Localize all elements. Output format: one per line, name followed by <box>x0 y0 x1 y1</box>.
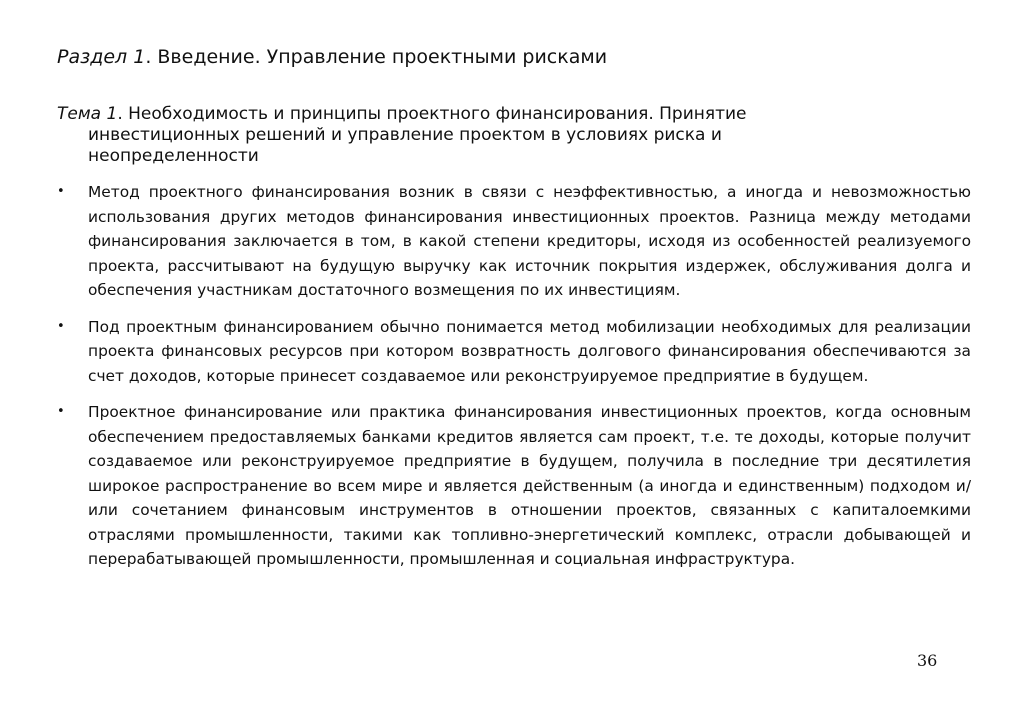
topic-text-1: . Необходимость и принципы проектного финансирования. Принятие <box>117 104 747 124</box>
section-label: Раздел 1 <box>57 46 146 68</box>
paragraph-text: Под проектным финансированием обычно понимается метод мобилизации необходимых для реализации проекта финансовых ресурсов при котором возвратность долгового финансирования обеспечиваются за счет доходов, которые принесет создаваемое или реконструируемое предприятие в будущем. <box>88 317 971 385</box>
topic-heading <box>57 104 977 167</box>
list-item <box>57 180 971 303</box>
bullet-icon: • <box>57 184 65 199</box>
topic-line-2: инвестиционных решений и управление проектом в условиях риска и <box>88 125 722 145</box>
paragraph-text: Метод проектного финансирования возник в связи с неэффективностью, а иногда и невозможностью использования других методов финансирования инвестиционных проектов. Разница между методами финансирования заключается в том, в какой степени кредиторы, исходя из особенностей реализуемого проекта, рассчитывают на будущую выручку как источник покрытия издержек, обслуживания долга и обеспечения участникам достаточного возмещения по их инвестициям. <box>88 183 971 299</box>
list-item <box>57 400 971 572</box>
page-number: 36 <box>917 651 938 670</box>
list-item <box>57 315 971 389</box>
section-title-text: . Введение. Управление проектными рисками <box>145 46 608 68</box>
topic-line-1 <box>57 104 977 125</box>
bullet-list <box>57 180 971 584</box>
topic-label: Тема 1 <box>57 104 118 124</box>
bullet-icon: • <box>57 404 65 419</box>
section-heading <box>57 44 607 70</box>
topic-line-3: неопределенности <box>88 146 259 166</box>
paragraph-text: Проектное финансирование или практика финансирования инвестиционных проектов, когда основным обеспечением предоставляемых банками кредитов является сам проект, т.е. те доходы, которые получит создаваемое или реконструируемое предприятие в будущем, получила в последние три десятилетия широкое распространение во всем мире и является действенным (а иногда и единственным) подходом и/или сочетанием финансовым инструментов в отношении проектов, связанных с капиталоемкими отраслями промышленности, такими как топливно-энергетический комплекс, отрасли добывающей и перерабатывающей промышленности, промышленная и социальная инфраструктура. <box>88 403 971 568</box>
bullet-icon: • <box>57 318 65 334</box>
